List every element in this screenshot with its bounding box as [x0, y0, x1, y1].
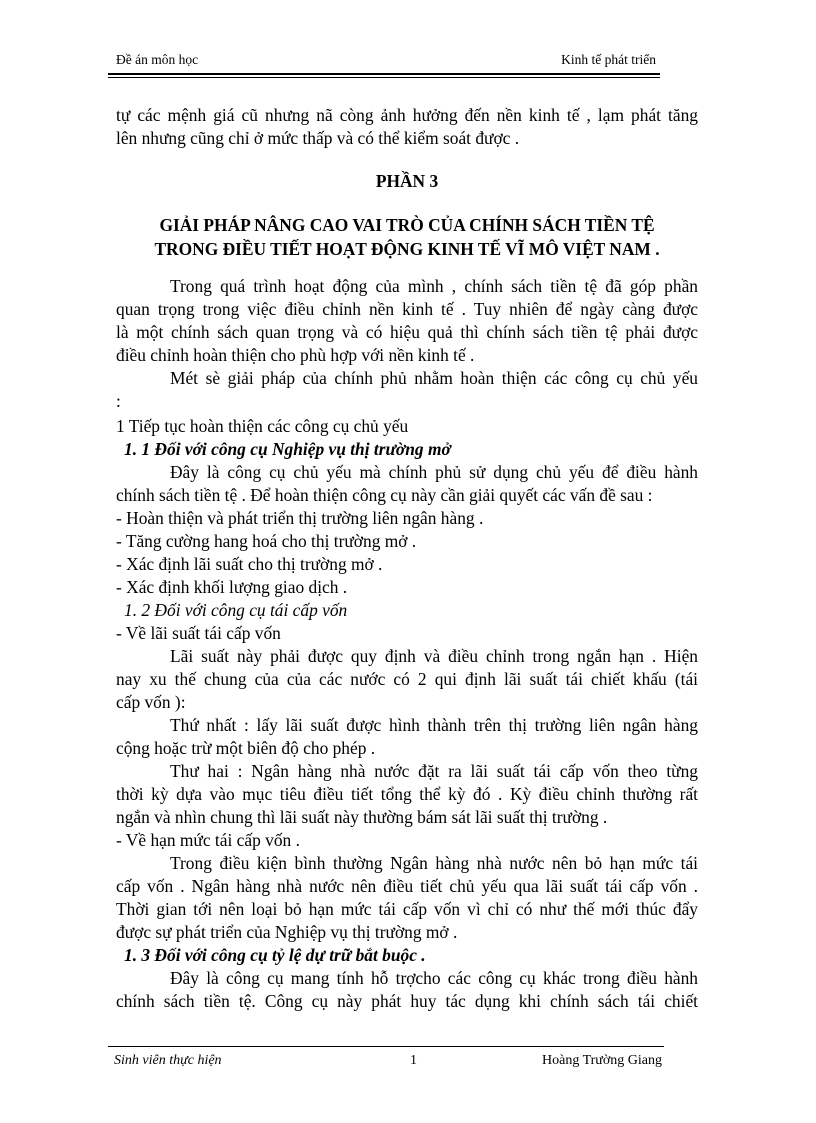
paragraph-open-market [116, 461, 698, 507]
text-line: Đây là công cụ chủ yếu mà chính phủ sử dụng chủ yếu để điều hành [170, 462, 698, 482]
text-line: Lãi suất này phải được quy định và điều chỉnh trong ngắn hạn . Hiện [170, 646, 698, 666]
paragraph-reserve-ratio [116, 967, 698, 1013]
section-heading-1: 1 Tiếp tục hoàn thiện các công cụ chủ yếu [116, 416, 409, 436]
subsection-heading-1-3: 1. 3 Đối với công cụ tỷ lệ dự trữ bắt buộc . [124, 945, 426, 965]
intro-paragraph [116, 104, 698, 150]
text-line: quan trọng trong việc điều chỉnh nền kinh tế . Tuy nhiên để ngày càng được [116, 299, 698, 319]
text-line: điều chỉnh hoàn thiện cho phù hợp với nền kinh tế . [116, 345, 475, 365]
text-line: cộng hoặc trừ một biên độ cho phép . [116, 738, 376, 758]
page-number: 1 [410, 1053, 417, 1068]
text-line: Mét sè giải pháp của chính phủ nhằm hoàn thiện các công cụ chủ yếu [170, 368, 698, 388]
text-line: chính sách tiền tệ. Công cụ này phát huy tác dụng khi chính sách tái chiết [116, 991, 698, 1011]
list-item: - Hoàn thiện và phát triển thị trường liên ngân hàng . [116, 508, 484, 528]
text-line: Thứ nhất : lấy lãi suất được hình thành trên thị trường liên ngân hàng [170, 715, 698, 735]
main-title-line: TRONG ĐIỀU TIẾT HOẠT ĐỘNG KINH TẾ VĨ MÔ VIỆT NAM . [154, 239, 660, 259]
text-line: được sự phát triển của Nghiệp vụ thị trường mở . [116, 922, 458, 942]
page-footer [108, 1053, 664, 1075]
text-line: Thư hai : Ngân hàng nhà nước đặt ra lãi suất tái cấp vốn theo từng [170, 761, 698, 781]
text-line: cấp vốn . Ngân hàng nhà nước nên điều tiết chủ yếu qua lãi suất tái cấp vốn . [116, 876, 698, 896]
header-rule-thin [108, 77, 660, 78]
footer-rule [108, 1046, 664, 1047]
part-title: PHẦN 3 [375, 171, 439, 191]
text-line: chính sách tiền tệ . Để hoàn thiện công cụ này cần giải quyết các vấn đề sau : [116, 485, 653, 505]
page-header [108, 52, 660, 74]
list-item: - Xác định khối lượng giao dịch . [116, 577, 348, 597]
text-line: : [116, 391, 121, 411]
paragraph-solutions [116, 367, 698, 413]
list-item: - Tăng cường hang hoá cho thị trường mở . [116, 531, 417, 551]
paragraph-quota [116, 852, 698, 944]
footer-author-name: Hoàng Trường Giang [542, 1053, 662, 1068]
paragraph-second-method [116, 760, 698, 829]
list-item: - Về lãi suất tái cấp vốn [116, 623, 281, 643]
main-title-line: GIẢI PHÁP NÂNG CAO VAI TRÒ CỦA CHÍNH SÁCH TIỀN TỆ [159, 215, 655, 235]
subsection-heading-1-1: 1. 1 Đối với công cụ Nghiệp vụ thị trường mở [124, 439, 451, 459]
text-line: lên nhưng cũng chỉ ở mức thấp và có thể kiểm soát được . [116, 128, 520, 148]
list-item: - Về hạn mức tái cấp vốn . [116, 830, 300, 850]
list-item: - Xác định lãi suất cho thị trường mở . [116, 554, 383, 574]
main-title [116, 213, 698, 261]
text-line: ngắn và nhìn chung thì lãi suất này thường bám sát lãi suất thị trường . [116, 807, 608, 827]
text-line: cấp vốn ): [116, 692, 186, 712]
header-rule [108, 73, 660, 75]
text-line: tự các mệnh giá cũ nhưng nã còng ảnh hưởng đến nền kinh tế , lạm phát tăng [116, 105, 698, 125]
text-line: nay xu thế chung của của các nước có 2 qui định lãi suất tái chiết khấu (tái [116, 669, 698, 689]
subsection-heading-1-2: 1. 2 Đối với công cụ tái cấp vốn [124, 600, 348, 620]
header-subject: Kinh tế phát triển [561, 52, 656, 67]
header-course: Đề án môn học [116, 52, 199, 67]
text-line: Trong điều kiện bình thường Ngân hàng nhà nước nên bỏ hạn mức tái [170, 853, 698, 873]
paragraph-intro-policy [116, 275, 698, 367]
text-line: là một chính sách quan trọng và có hiệu quả thì chính sách tiền tệ phải được [116, 322, 698, 342]
text-line: Thời gian tới nên loại bỏ hạn mức tái cấp vốn vì chỉ có như thế mới thúc đẩy [116, 899, 698, 919]
text-line: Đây là công cụ mang tính hỗ trợcho các công cụ khác trong điều hành [170, 968, 698, 988]
text-line: thời kỳ dựa vào mục tiêu điều tiết tổng thể kỳ đó . Kỳ điều chỉnh thường rất [116, 784, 698, 804]
document-body [116, 104, 698, 1013]
paragraph-rediscount-rate [116, 645, 698, 714]
paragraph-first-method [116, 714, 698, 760]
text-line: Trong quá trình hoạt động của mình , chính sách tiền tệ đã góp phần [170, 276, 698, 296]
footer-author-label: Sinh viên thực hiện [114, 1053, 222, 1068]
